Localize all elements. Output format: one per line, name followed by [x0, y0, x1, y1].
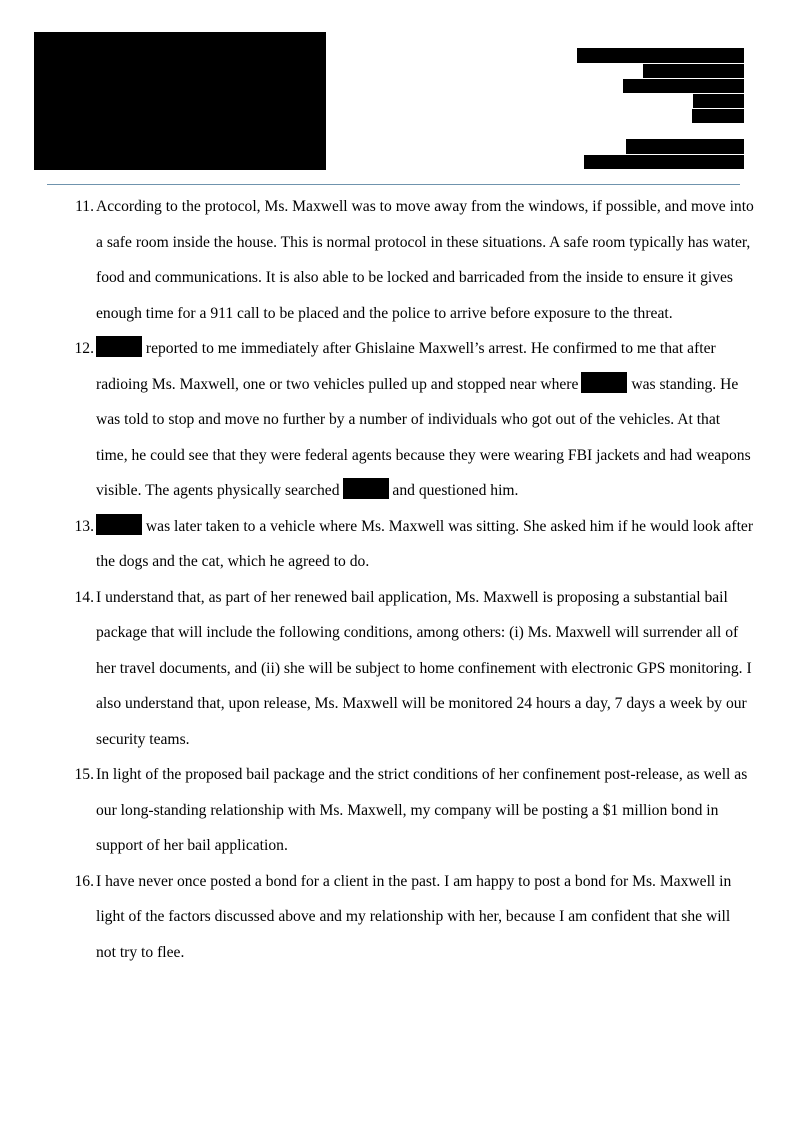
- paragraph-text: I understand that, as part of her renewed bail application, Ms. Maxwell is proposing a substantial bail package that will include the following conditions, among others: (i) Ms. Maxwell will surrender all of her travel documents, and (ii) she will be subject to home confinement with electronic GPS monitoring. I also understand that, upon release, Ms. Maxwell will be monitored 24 hours a day, 7 days a week by our security teams.: [96, 588, 752, 748]
- paragraph-13: [64, 509, 754, 580]
- header-address-redaction: [643, 64, 744, 78]
- numbered-paragraphs: [64, 189, 754, 970]
- header-address-redaction: [626, 139, 744, 154]
- paragraph-text: In light of the proposed bail package and the strict conditions of her confinement post-release, as well as our long-standing relationship with Ms. Maxwell, my company will be posting a $1 million bond in support of her bail application.: [96, 766, 748, 854]
- header-address-redaction: [692, 109, 744, 123]
- paragraph-14: [64, 580, 754, 758]
- header-address-redaction: [584, 155, 744, 169]
- header-divider: [47, 184, 740, 185]
- paragraph-number: 11.: [75, 198, 94, 215]
- paragraph-number: 13.: [74, 517, 94, 535]
- paragraph-text: was later taken to a vehicle where Ms. Maxwell was sitting. She asked him if he would look after the dogs and the cat, which he agreed to do.: [96, 517, 754, 570]
- paragraph-text: I have never once posted a bond for a client in the past. I am happy to post a bond for Ms. Maxwell in light of the factors discussed above and my relationship with her, because I am confident that she will not try to flee.: [96, 872, 732, 961]
- name-redaction: [96, 336, 142, 357]
- header-logo-redaction: [34, 32, 326, 170]
- paragraph-text: reported to me immediately after Ghislaine Maxwell’s arrest. He confirmed to me that after radioing Ms. Maxwell, one or two vehicles pulled up and stopped near where: [96, 340, 716, 393]
- paragraph-number: 14.: [74, 588, 94, 606]
- paragraph-15: [64, 757, 754, 864]
- paragraph-text: and questioned him.: [388, 482, 519, 499]
- name-redaction: [96, 514, 142, 535]
- paragraph-number: 16.: [74, 872, 94, 890]
- name-redaction: [581, 372, 627, 393]
- paragraph-16: [64, 864, 754, 971]
- name-redaction: [343, 478, 389, 499]
- header-address-redaction: [623, 79, 744, 93]
- paragraph-12: [64, 331, 754, 509]
- paragraph-number: 12.: [74, 340, 94, 357]
- paragraph-11: [64, 189, 754, 331]
- header-address-redaction: [693, 94, 744, 108]
- header-address-redaction: [577, 48, 744, 63]
- paragraph-text: was standing. He was told to stop and move no further by a number of individuals who got out of the vehicles. At that time, he could see that they were federal agents because they were wearing FBI jackets and had weapons visible. The agents physically searched: [96, 375, 751, 499]
- paragraph-text: According to the protocol, Ms. Maxwell was to move away from the windows, if possible, and move into a safe room inside the house. This is normal protocol in these situations. A safe room typically has water, food and communications. It is also able to be locked and barricaded from the inside to ensure it gives enough time for a 911 call to be placed and the police to arrive before exposure to the threat.: [96, 198, 754, 322]
- paragraph-number: 15.: [74, 766, 94, 783]
